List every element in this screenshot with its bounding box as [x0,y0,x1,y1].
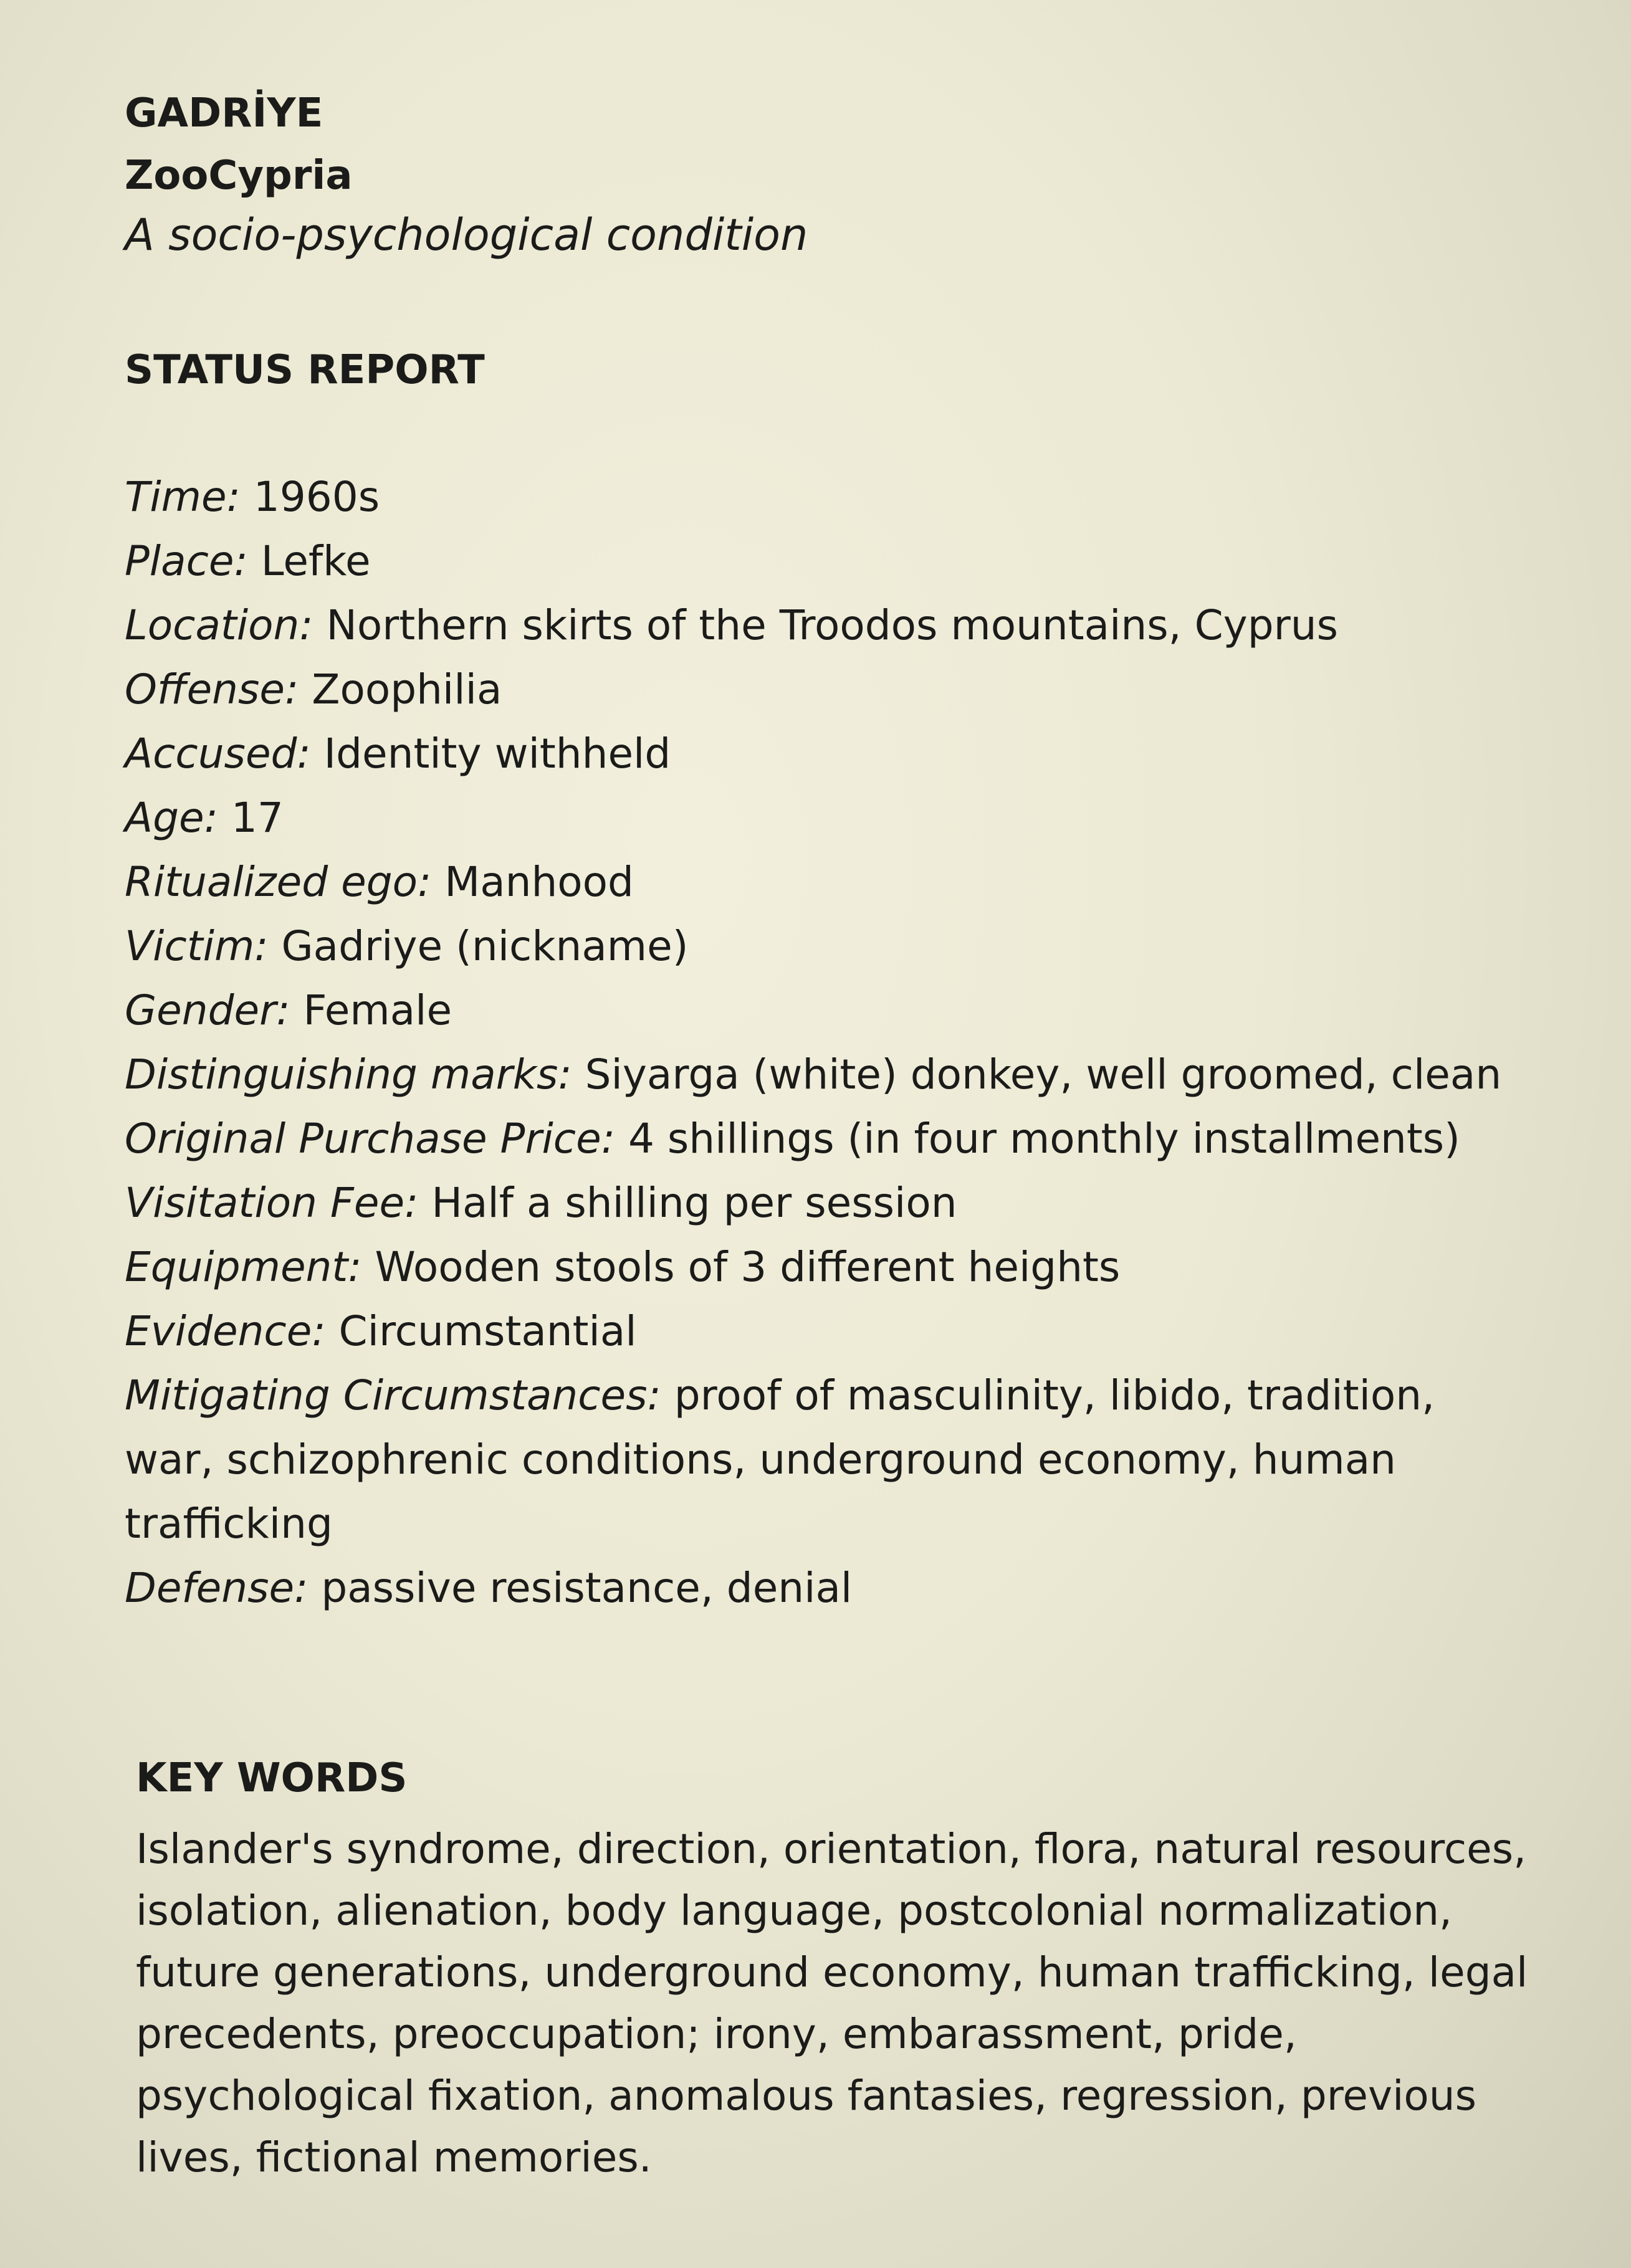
report-item-victim [125,914,1558,978]
brand-name: ZooCypria [125,153,353,199]
report-value: Half a shilling per session [431,1179,957,1227]
report-value: Circumstantial [338,1307,637,1355]
report-item-distinguishing-marks [125,1042,1558,1107]
report-value: Wooden stools of 3 different heights [375,1243,1121,1291]
report-label: Accused: [125,730,311,778]
key-words-text: Islander's syndrome, direction, orientation, flora, natural resources, isolation, alienation, body language, postcolonial normalization, future generations, underground economy, human trafficking, legal precedents, preoccupation; irony, embarassment, pride, psychological fixation, anomalous fantasies, regression, previous lives, fictional memories. [136,1825,1528,2181]
report-label: Location: [125,601,313,649]
document-title: GADRİYE [125,90,323,136]
report-value: 17 [231,794,284,842]
report-value: passive resistance, denial [321,1564,853,1612]
report-label: Original Purchase Price: [125,1115,615,1163]
report-item-mitigating-circumstances [125,1363,1496,1556]
exhibit-label-card [125,87,1558,2188]
report-item-location [125,593,1558,657]
report-item-place [125,529,1558,593]
status-report-heading: STATUS REPORT [125,347,485,393]
report-label: Age: [125,794,218,842]
report-label: Evidence: [125,1307,326,1355]
report-label: Distinguishing marks: [125,1051,572,1098]
report-label: Time: [125,473,241,521]
report-item-evidence [125,1299,1558,1363]
document-subtitle: A socio-psychological condition [125,209,808,260]
report-value: Female [303,986,452,1034]
report-item-age [125,786,1558,850]
report-item-ritualized-ego [125,850,1558,914]
report-value: 4 shillings (in four monthly installments) [628,1115,1460,1163]
report-value: Siyarga (white) donkey, well groomed, clean [585,1051,1502,1098]
report-item-time [125,465,1558,529]
report-item-defense [125,1556,1558,1620]
report-label: Visitation Fee: [125,1179,419,1227]
report-item-purchase-price [125,1107,1558,1171]
report-item-accused [125,722,1558,786]
key-words-heading: KEY WORDS [136,1755,408,1801]
report-value: Lefke [261,537,371,585]
report-label: Mitigating Circumstances: [125,1371,661,1419]
report-item-offense [125,657,1558,722]
status-report-list [125,465,1558,1620]
report-label: Place: [125,537,248,585]
report-value: 1960s [253,473,380,521]
report-label: Ritualized ego: [125,858,432,906]
report-label: Victim: [125,922,269,970]
report-value: Zoophilia [312,665,502,713]
report-item-equipment [125,1235,1558,1299]
report-value: proof of masculinity, libido, tradition, war, schizophrenic conditions, underground economy, human trafficking [125,1371,1435,1548]
report-value: Identity withheld [323,730,671,778]
report-value: Northern skirts of the Troodos mountains, Cyprus [326,601,1338,649]
report-label: Defense: [125,1564,309,1612]
report-label: Equipment: [125,1243,362,1291]
report-item-visitation-fee [125,1171,1558,1235]
report-label: Offense: [125,665,299,713]
report-item-gender [125,978,1558,1042]
report-label: Gender: [125,986,290,1034]
report-value: Manhood [444,858,634,906]
report-value: Gadriye (nickname) [281,922,689,970]
